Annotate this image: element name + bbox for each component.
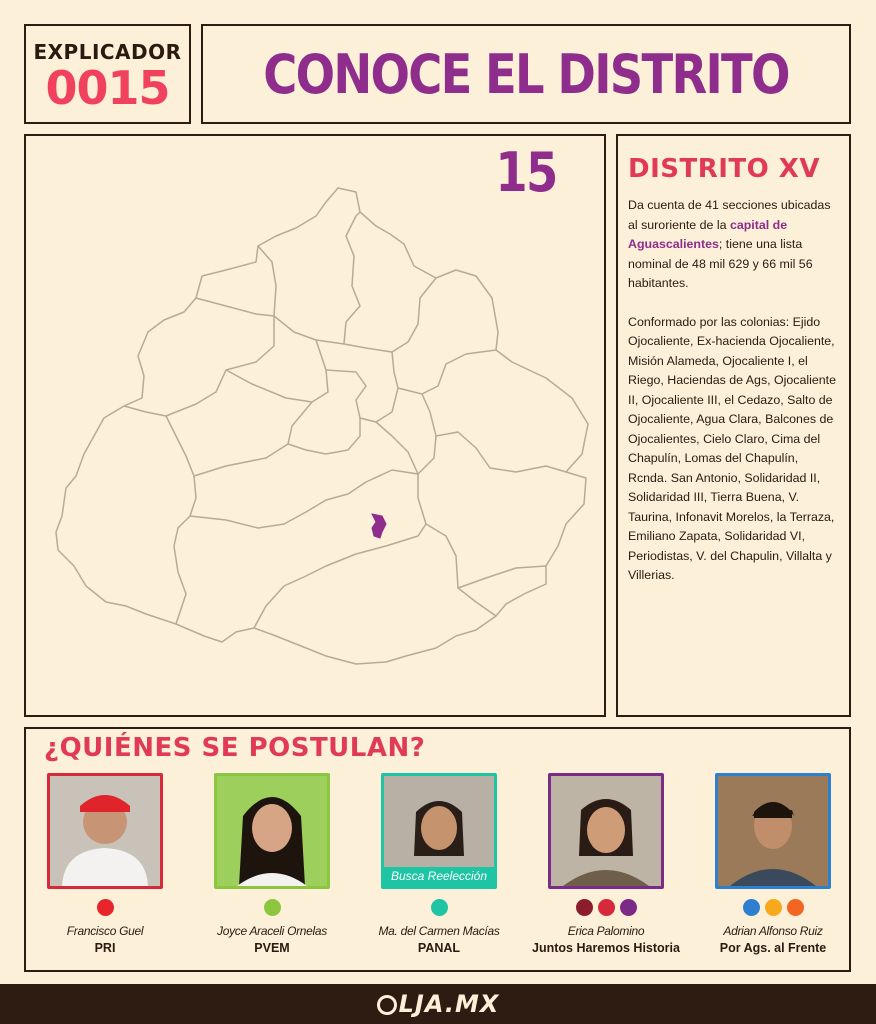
page-title: CONOCE EL DISTRITO 15 [263,43,789,204]
candidate-party: PANAL [417,941,461,955]
candidate-name: Francisco Guel [66,924,144,938]
district-title: DISTRITO XV [628,154,820,184]
map-panel [24,134,606,717]
candidates-title: ¿QUIÉNES SE POSTULAN? [44,733,426,763]
footer-logo[interactable] [377,990,500,1018]
candidate-party: PRI [94,941,116,955]
candidate-party: PVEM [254,941,290,955]
party-color-dot [264,899,281,916]
portrait-icon [718,776,828,886]
party-dots [698,899,848,917]
footer [0,984,876,1024]
candidate-card [698,773,848,955]
candidate-photo [381,773,497,889]
candidate-photo [214,773,330,889]
party-color-dot [97,899,114,916]
logo-text: LJA.MX [398,990,500,1018]
reelection-tag: Busca Reelección [384,867,494,886]
district-summary [628,196,839,294]
candidate-party: Juntos Haremos Historia [532,941,680,955]
summary-text-end: ; tiene una lista nominal de 48 mil 629 y 66 mil 56 habitantes. [628,237,813,290]
party-color-dot [743,899,760,916]
candidates-panel [24,727,851,972]
party-dots [364,899,514,917]
party-color-dot [765,899,782,916]
candidate-card [364,773,514,955]
summary-highlight: capital de Aguascalientes [628,217,788,251]
portrait-icon [50,776,160,886]
portrait-icon [551,776,661,886]
district-map [26,136,604,715]
candidate-photo [47,773,163,889]
candidate-name: Joyce Araceli Ornelas [217,924,327,938]
party-color-dot [431,899,448,916]
district-colonias: Conformado por las colonias: Ejido Ojocaliente, Ex-hacienda Ojocaliente, Misión Alameda, Ojocaliente I, el Riego, Haciendas de Ags, Ojocaliente II, Ojocaliente III, el Cedazo, Salto de Ojocaliente, Agua Clara, Balcones de Ojocalientes, Cielo Claro, Cima del Chapulín, Lomas del Chapulín, Rcnda. San Antonio, Solidaridad II, Solidaridad III, Tierra Buena, V. Taurina, Infonavit Morelos, la Terraza, Emiliano Zapata, Solidaridad VI, Periodistas, V. del Chapulin, Villalta y Villerias. [628,314,837,582]
party-color-dot [620,899,637,916]
candidate-photo [548,773,664,889]
district-info-panel [616,134,851,717]
portrait-icon [217,776,327,886]
badge-label: EXPLICADOR [33,40,182,64]
candidate-card [197,773,347,955]
state-outline [56,188,588,664]
summary-text-start: Da cuenta de 41 secciones ubicadas al suroriente de la [628,198,831,232]
candidate-card [30,773,180,955]
candidate-name: Ma. del Carmen Macías [378,924,500,938]
party-color-dot [598,899,615,916]
candidate-name: Erica Palomino [567,924,645,938]
party-dots [197,899,347,917]
candidate-party: Por Ags. al Frente [719,941,827,955]
party-color-dot [576,899,593,916]
candidate-card [531,773,681,955]
sun-logo-icon [377,995,397,1015]
badge-number: 0015 [45,61,170,115]
party-dots [30,899,180,917]
district-15-marker [372,514,386,538]
explicador-badge [24,24,191,124]
candidate-name: Adrian Alfonso Ruiz [723,924,823,938]
party-color-dot [787,899,804,916]
candidate-photo [715,773,831,889]
party-dots [531,899,681,917]
